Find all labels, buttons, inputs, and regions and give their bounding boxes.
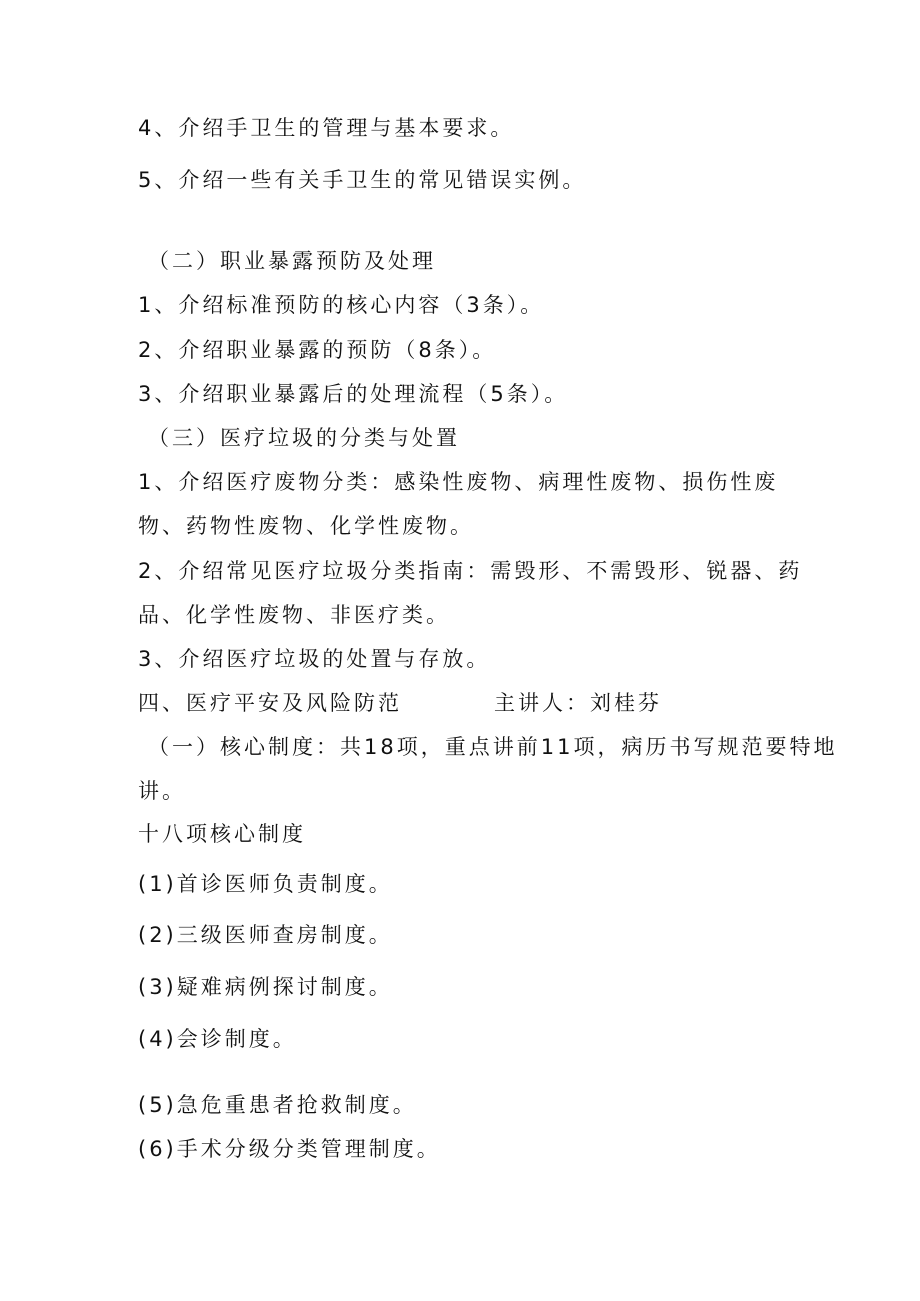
- text-line-core-systems-cont: 讲。: [138, 779, 186, 803]
- section-heading-medical-waste: （三）医疗垃圾的分类与处置: [148, 426, 460, 450]
- text-line-waste-classification: 1、介绍医疗废物分类：感染性废物、病理性废物、损伤性废: [138, 470, 779, 494]
- list-item: (3)疑难病例探讨制度。: [138, 975, 393, 999]
- speaker-label: 主讲人：刘桂芬: [494, 691, 662, 715]
- section-title: 四、医疗平安及风险防范: [138, 691, 402, 715]
- text-line-exposure-prevention: 2、介绍职业暴露的预防（8条）。: [138, 338, 497, 362]
- section-heading-occupational-exposure: （二）职业暴露预防及处理: [148, 249, 436, 273]
- list-item: (5)急危重患者抢救制度。: [138, 1093, 417, 1117]
- text-line-waste-guide: 2、介绍常见医疗垃圾分类指南：需毁形、不需毁形、锐器、药: [138, 559, 803, 583]
- list-item: (1)首诊医师负责制度。: [138, 872, 393, 896]
- list-item: (2)三级医师查房制度。: [138, 923, 393, 947]
- text-line-hand-hygiene-management: 4、介绍手卫生的管理与基本要求。: [138, 116, 515, 140]
- text-line-waste-classification-cont: 物、药物性废物、化学性废物。: [138, 514, 474, 538]
- text-line-standard-precautions: 1、介绍标准预防的核心内容（3条）。: [138, 293, 545, 317]
- text-line-exposure-handling: 3、介绍职业暴露后的处理流程（5条）。: [138, 382, 569, 406]
- text-line-waste-guide-cont: 品、化学性废物、非医疗类。: [138, 603, 450, 627]
- section-heading-medical-safety: [138, 689, 662, 717]
- list-item: (4)会诊制度。: [138, 1027, 297, 1051]
- list-heading-core-systems: 十八项核心制度: [138, 822, 306, 846]
- text-line-waste-disposal: 3、介绍医疗垃圾的处置与存放。: [138, 647, 491, 671]
- text-line-hand-hygiene-errors: 5、介绍一些有关手卫生的常见错误实例。: [138, 168, 587, 192]
- list-item: (6)手术分级分类管理制度。: [138, 1137, 441, 1161]
- text-line-core-systems: （一）核心制度：共18项，重点讲前11项，病历书写规范要特地: [148, 735, 838, 759]
